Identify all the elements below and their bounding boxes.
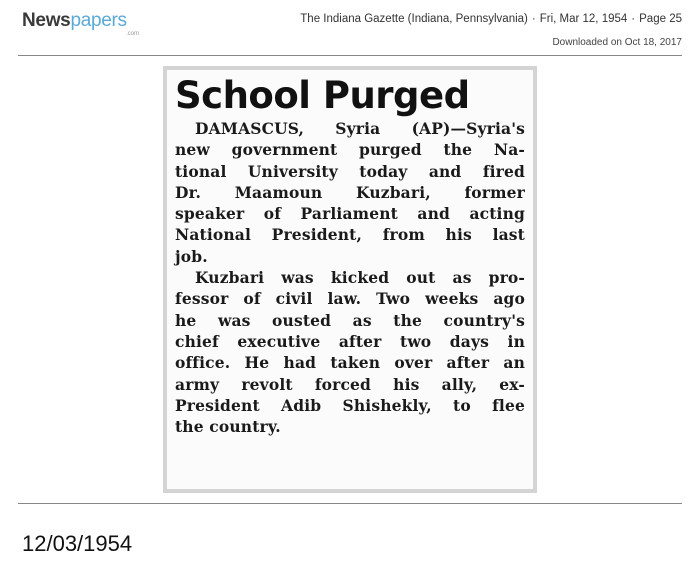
- footer-divider: [18, 503, 682, 504]
- article-line: tional University today and fired: [175, 161, 525, 181]
- article-line: Dr. Maamoun Kuzbari, former: [175, 182, 525, 202]
- article-line: speaker of Parliament and acting: [175, 204, 525, 224]
- article-paragraph: [175, 267, 525, 437]
- article-line: job.: [175, 246, 208, 266]
- article-line: army revolt forced his ally, ex-: [175, 374, 525, 394]
- publication-name: The Indiana Gazette (Indiana, Pennsylvania): [300, 13, 528, 25]
- separator: ·: [631, 13, 636, 25]
- clipping-content: [167, 70, 533, 489]
- publication-date: Fri, Mar 12, 1954: [539, 13, 628, 25]
- download-date: Downloaded on Oct 18, 2017: [552, 37, 682, 48]
- separator: ·: [531, 13, 536, 25]
- article-line: he was ousted as the country's: [175, 310, 525, 330]
- article-line: the country.: [175, 417, 281, 437]
- page-number: Page 25: [639, 13, 682, 25]
- article-line: fessor of civil law. Two weeks ago: [175, 289, 525, 309]
- logo-papers-text: papers: [70, 10, 127, 31]
- article-line: office. He had taken over after an: [175, 353, 525, 373]
- article-headline: School Purged: [175, 74, 470, 117]
- clipping-date-label: 12/03/1954: [22, 531, 133, 556]
- article-line: chief executive after two days in: [175, 331, 525, 351]
- publication-info: [300, 13, 682, 25]
- logo-domain: .com: [126, 31, 140, 37]
- article-paragraph: [175, 118, 525, 267]
- article-line: National President, from his last: [175, 225, 525, 245]
- article-line: Kuzbari was kicked out as pro-: [195, 268, 525, 288]
- header-divider: [18, 55, 682, 56]
- article-line: new government purged the Na-: [175, 140, 525, 160]
- newspaper-clipping: [163, 66, 537, 493]
- article-line: DAMASCUS, Syria (AP)—Syria's: [195, 119, 525, 138]
- newspapers-logo[interactable]: [22, 10, 127, 32]
- article-line: President Adib Shishekly, to flee: [175, 395, 525, 415]
- logo-news-text: News: [22, 10, 71, 31]
